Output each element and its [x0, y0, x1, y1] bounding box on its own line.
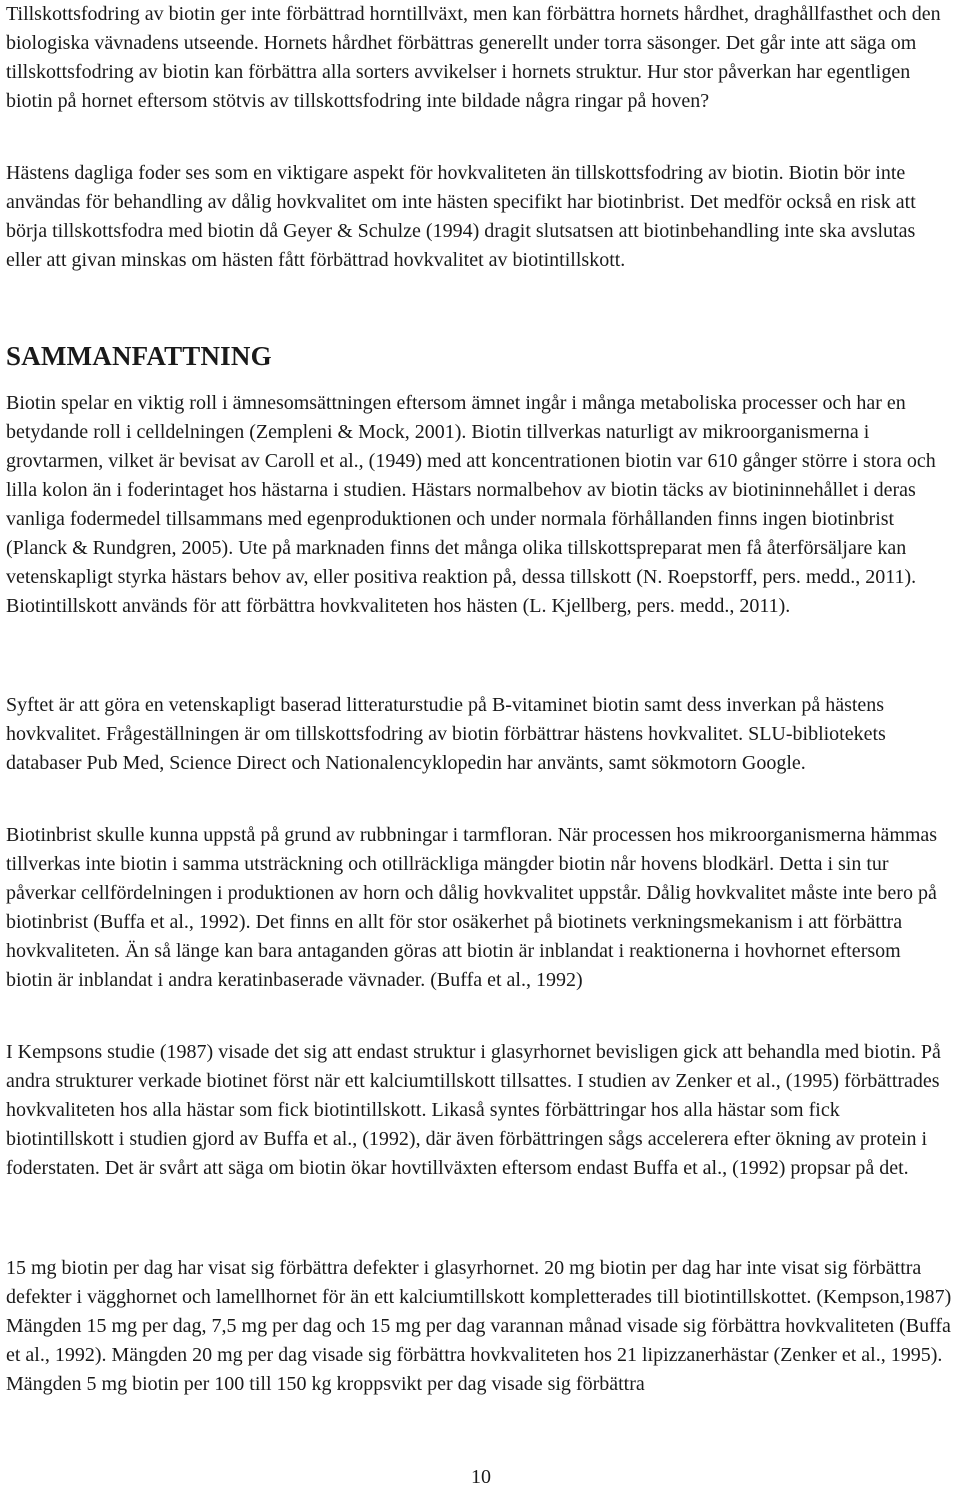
paragraph-kempson-study: I Kempsons studie (1987) visade det sig att endast struktur i glasyrhornet bevisligen gick att behandla med biotin. På andra strukturer verkade biotinet först när ett kalciumtillskott tillsattes. I studien av Zenker et al., (1995) förbättrades hovkvaliteten hos alla hästar som fick biotintillskott. Likaså syntes förbättringar hos alla hästar som fick biotintillskott i studien gjord av Buffa et al., (1992), där även förbättringen sågs accelerera efter ökning av protein i foderstaten. Det är svårt att säga om biotin ökar hovtillväxten eftersom endast Buffa et al., (1992) propsar på det.	[6, 1041, 941, 1179]
paragraph-daily-feed: Hästens dagliga foder ses som en viktigare aspekt för hovkvaliteten än tillskottsfodring av biotin. Biotin bör inte användas för behandling av dålig hovkvalitet om inte hästen specifikt har biotinbrist. Det medför också en risk att börja tillskottsfodra med biotin då Geyer & Schulze (1994) dragit slutsatsen att biotinbehandling inte ska avslutas eller att givan minskas om hästen fått förbättrad hovkvalitet av biotintillskott.	[6, 162, 916, 271]
paragraph-biotin-role: Biotin spelar en viktig roll i ämnesomsättningen eftersom ämnet ingår i många metaboliska processer och har en betydande roll i celldelningen (Zempleni & Mock, 2001). Biotin tillverkas naturligt av mikroorganismerna i grovtarmen, vilket är bevisat av Caroll et al., (1949) med att koncentrationen biotin var 610 gånger större i stora och lilla kolon än i foderintaget hos hästarna i studien. Hästars normalbehov av biotin täcks av biotininnehållet i deras vanliga fodermedel tillsammans med egenproduktionen och under normala förhållanden finns ingen biotinbrist (Planck & Rundgren, 2005). Ute på marknaden finns det många olika tillskottspreparat men få återförsäljare kan vetenskapligt styrka hästars behov av, eller positiva reaktion på, dessa tillskott (N. Roepstorff, pers. medd., 2011). Biotintillskott används för att förbättra hovkvaliteten hos hästen (L. Kjellberg, pers. medd., 2011).	[6, 392, 936, 617]
paragraph-biotin-deficiency: Biotinbrist skulle kunna uppstå på grund av rubbningar i tarmfloran. När processen hos mikroorganismerna hämmas tillverkas inte biotin i samma utsträckning och otillräckliga mängder biotin når hovens blodkärl. Detta i sin tur påverkar cellfördelningen i produktionen av horn och dålig hovkvalitet uppstår. Dålig hovkvalitet måste inte bero på biotinbrist (Buffa et al., 1992). Det finns en allt för stor osäkerhet på biotinets verkningsmekanism i att förbättra hovkvaliteten. Än så länge kan bara antaganden göras att biotin är inblandat i reaktionerna i hovhornet eftersom biotin är inblandat i andra keratinbaserade vävnader. (Buffa et al., 1992)	[6, 824, 938, 991]
section-heading-summary: SAMMANFATTNING	[6, 341, 272, 371]
page-number: 10	[471, 1466, 491, 1488]
paragraph-dosage: 15 mg biotin per dag har visat sig förbättra defekter i glasyrhornet. 20 mg biotin per dag har inte visat sig förbättra defekter i vägghornet och lamellhornet för än ett kalciumtillskott kompletterades till biotintillskottet. (Kempson,1987) Mängden 15 mg per dag, 7,5 mg per dag och 15 mg per dag varannan månad visade sig förbättra hovkvaliteten (Buffa et al., 1992). Mängden 20 mg per dag visade sig förbättra hovkvaliteten hos 21 lipizzanerhästar (Zenker et al., 1995). Mängden 5 mg biotin per 100 till 150 kg kroppsvikt per dag visade sig förbättra	[6, 1257, 952, 1395]
paragraph-hoof-hardness: Tillskottsfodring av biotin ger inte förbättrad horntillväxt, men kan förbättra hornets hårdhet, draghållfasthet och den biologiska vävnadens utseende. Hornets hårdhet förbättras generellt under torra säsonger. Det går inte att säga om tillskottsfodring av biotin kan förbättra alla sorters avvikelser i hornets struktur. Hur stor påverkan har egentligen biotin på hornet eftersom stötvis av tillskottsfodring inte bildade några ringar på hoven?	[6, 3, 941, 112]
document-page	[6, 0, 956, 1495]
paragraph-purpose: Syftet är att göra en vetenskapligt baserad litteraturstudie på B-vitaminet biotin samt dess inverkan på hästens hovkvalitet. Frågeställningen är om tillskottsfodring av biotin förbättrar hästens hovkvalitet. SLU-bibliotekets databaser Pub Med, Science Direct och Nationalencyklopedin har använts, samt sökmotorn Google.	[6, 694, 886, 774]
